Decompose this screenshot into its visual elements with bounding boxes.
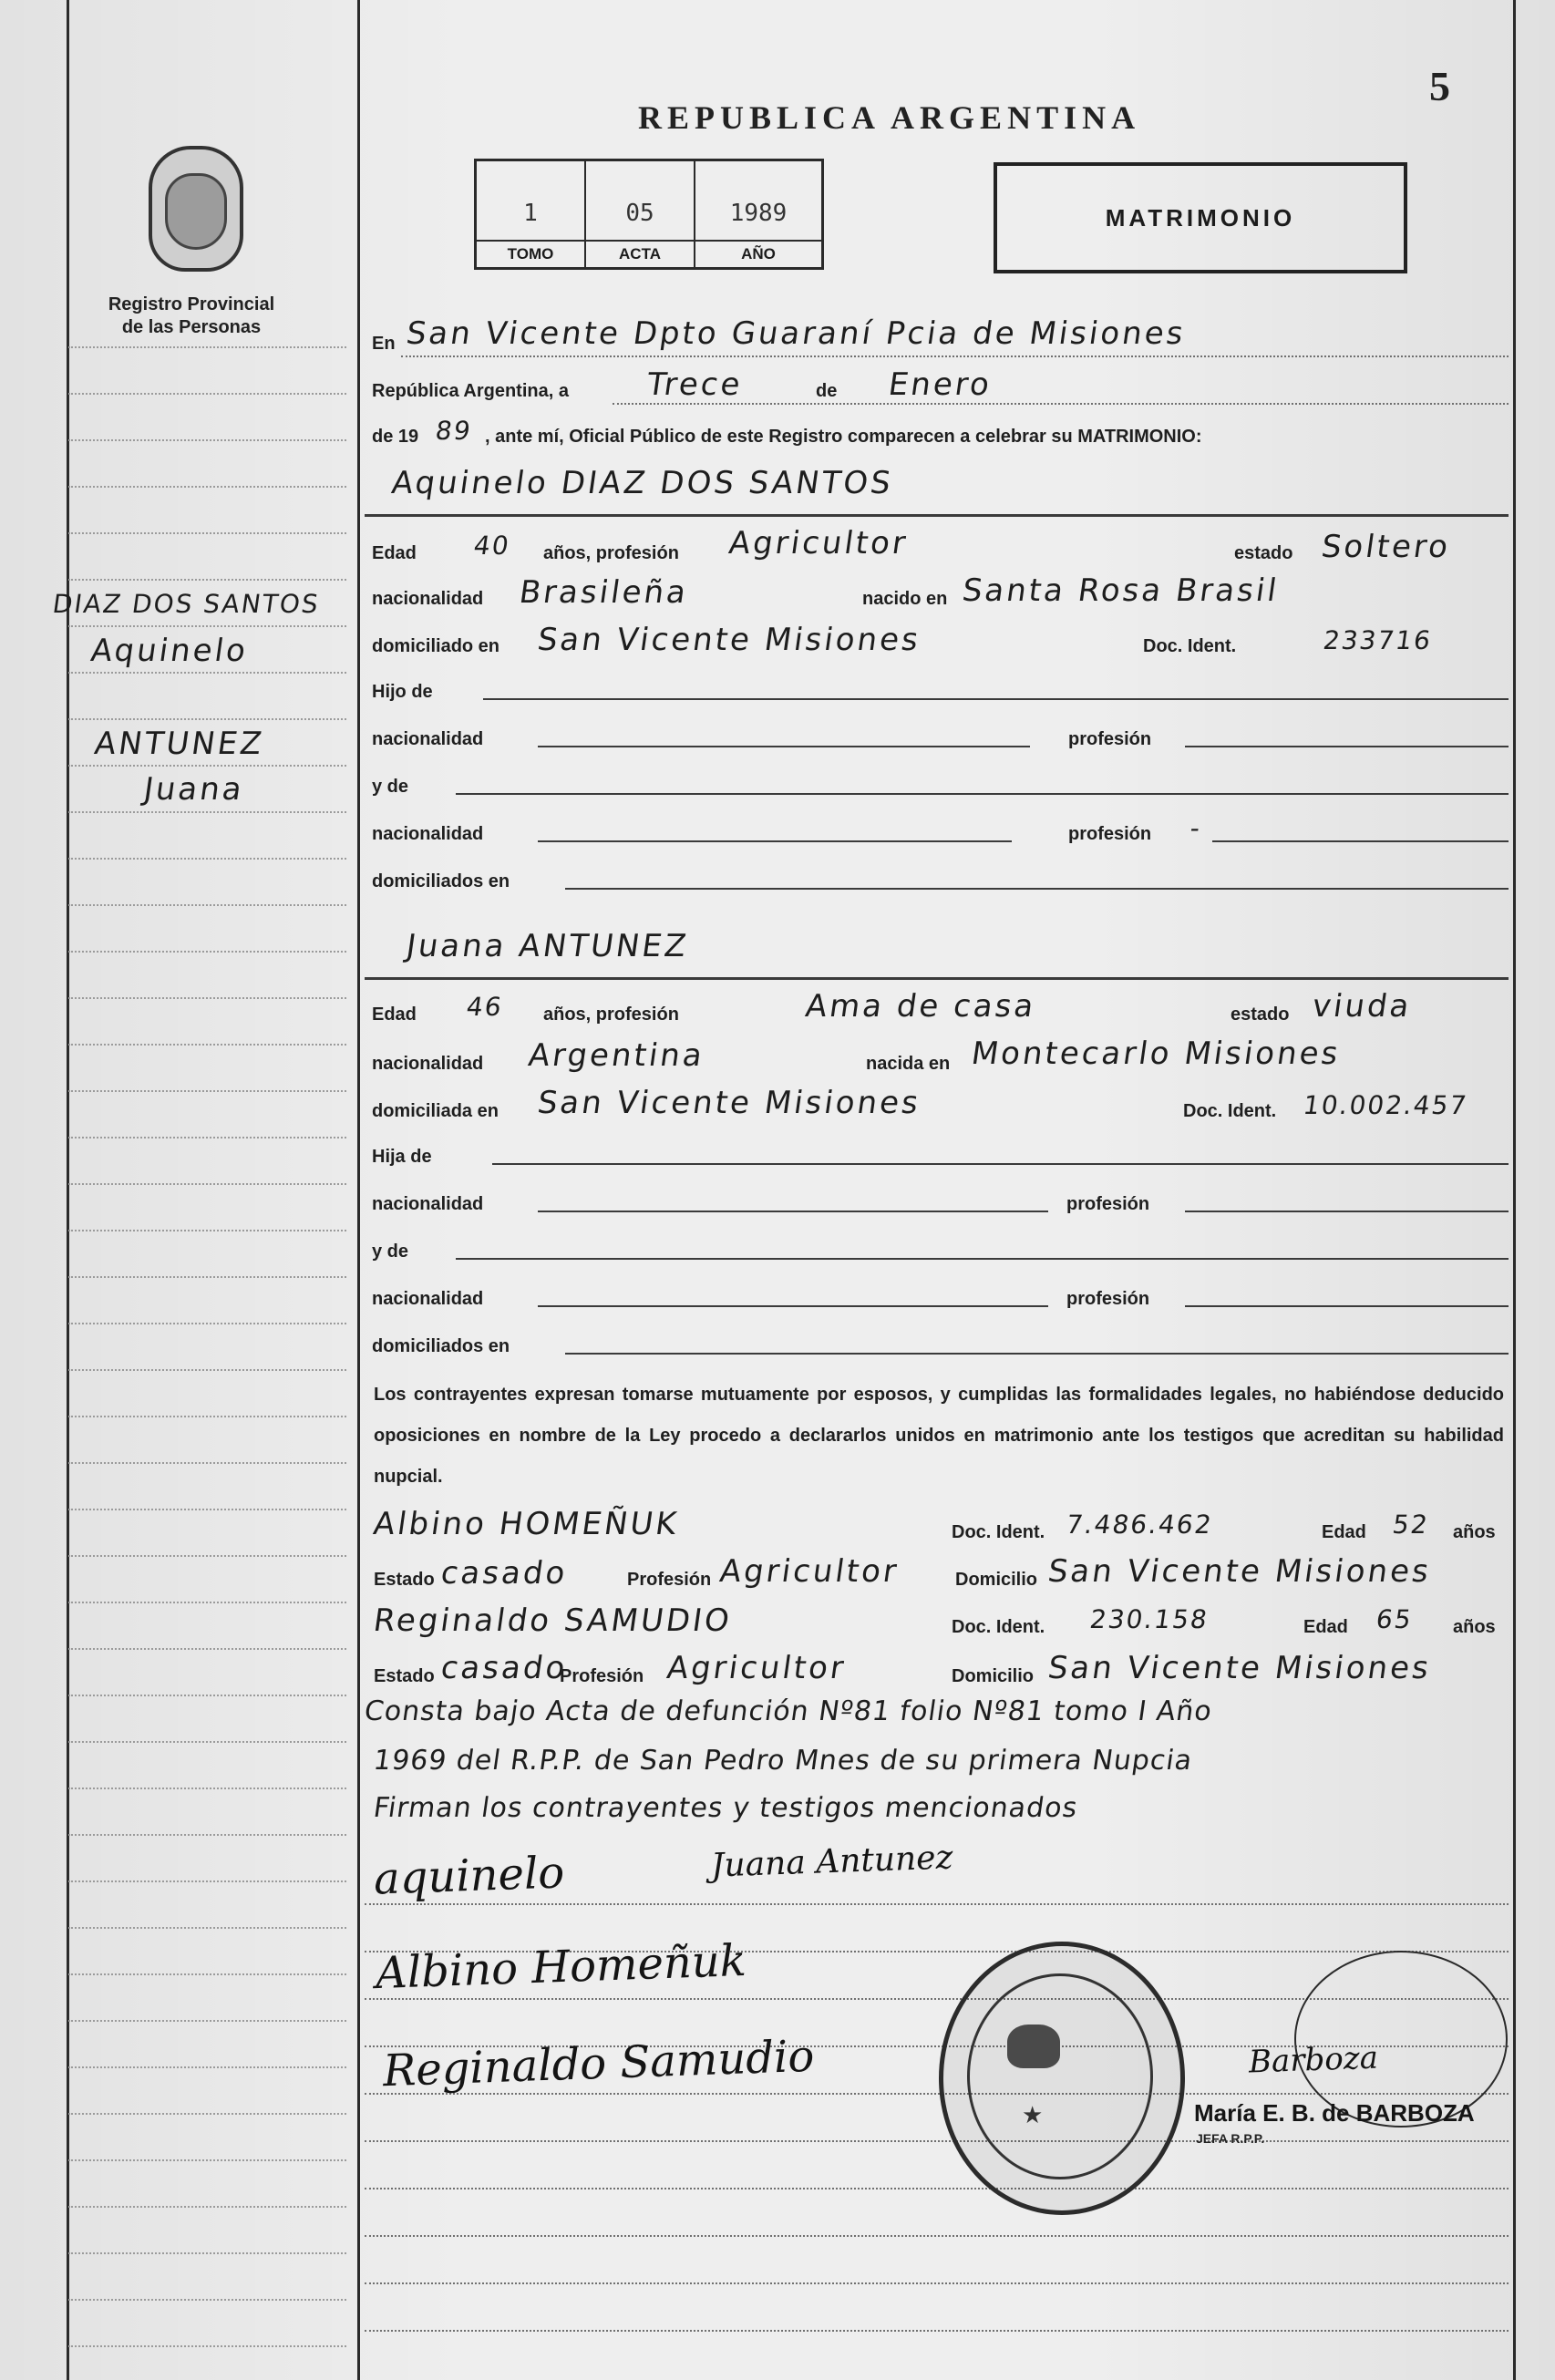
witness2-edad-label: Edad	[1303, 1617, 1348, 1637]
margin-rule-line	[68, 2206, 346, 2208]
registry-label	[91, 294, 292, 339]
bride-nationality-label: nacionalidad	[372, 1054, 484, 1074]
stamp-star-icon: ★	[1022, 2101, 1044, 2128]
stamp-label	[943, 1946, 944, 1947]
margin-rule-line	[68, 904, 346, 906]
groom-nationality-label: nacionalidad	[372, 589, 484, 609]
officer-title: JEFA R.P.P.	[1196, 2131, 1265, 2146]
groom-estado-label: estado	[1234, 543, 1293, 563]
margin-rule-line	[68, 2299, 346, 2301]
note-line-1: Consta bajo Acta de defunción Nº81 folio Nº81 tomo I Año	[362, 1695, 1215, 1727]
groom-mother-profession-line	[1212, 840, 1509, 842]
margin-rule-line	[68, 1276, 346, 1278]
signature-rule-line	[365, 2188, 1509, 2189]
margin-rule-line	[68, 1880, 346, 1882]
groom-father-nationality-label: nacionalidad	[372, 729, 484, 749]
margin-rule-line	[68, 532, 346, 534]
de-label: de	[816, 381, 838, 401]
acta-cell	[586, 161, 695, 267]
witness2-profesion-label: Profesión	[560, 1666, 644, 1686]
seal-emblem-icon	[165, 173, 227, 250]
groom-yde-label: y de	[372, 777, 409, 797]
groom-doc-id: 233716	[1321, 625, 1435, 655]
date-dotted-line	[613, 403, 1509, 405]
groom-mother-nationality-label: nacionalidad	[372, 824, 484, 844]
bride-father-line	[492, 1163, 1509, 1165]
witness2-estado-label: Estado	[374, 1666, 435, 1686]
margin-rule-line	[68, 1230, 346, 1231]
witness2-age: 65	[1374, 1604, 1415, 1634]
bride-mother-nationality-label: nacionalidad	[372, 1289, 484, 1309]
margin-rule-line	[68, 718, 346, 720]
bride-domiciliada-label: domiciliada en	[372, 1101, 499, 1121]
tomo-cell	[477, 161, 586, 267]
year-suffix: 89	[433, 416, 474, 446]
groom-edad-label: Edad	[372, 543, 417, 563]
witness2-address: San Vicente Misiones	[1045, 1650, 1434, 1686]
margin-rule-line	[68, 2159, 346, 2161]
margin-rule-line	[68, 393, 346, 395]
bride-signature: Juana Antunez	[710, 1839, 954, 1885]
groom-profesion-label: años, profesión	[543, 543, 679, 563]
groom-father-profession-line	[1185, 746, 1509, 747]
margin-rule-line	[68, 1648, 346, 1650]
bride-profession: Ama de casa	[803, 988, 1039, 1025]
bride-domiciliados-label: domiciliados en	[372, 1336, 510, 1356]
margin-rule-line	[68, 1183, 346, 1185]
bride-edad-label: Edad	[372, 1005, 417, 1025]
ano-cell	[695, 161, 821, 267]
bride-father-nationality-line	[538, 1211, 1048, 1212]
country-heading: REPUBLICA ARGENTINA	[638, 99, 1141, 136]
margin-rule-line	[68, 1369, 346, 1371]
groom-birthplace-label: nacido en	[862, 589, 948, 609]
margin-rule-line	[68, 1741, 346, 1743]
margin-rule-line	[68, 2345, 346, 2347]
groom-mother-profession-mark: -	[1188, 813, 1204, 843]
bride-yde-label: y de	[372, 1242, 409, 1262]
tomo-value: 1	[523, 200, 538, 227]
stamp-emblem-icon	[1007, 2025, 1060, 2068]
witness1-name: Albino HOMEÑUK	[371, 1506, 682, 1542]
witness1-domicilio-label: Domicilio	[955, 1570, 1038, 1590]
groom-doc-label: Doc. Ident.	[1143, 636, 1237, 656]
groom-profession: Agricultor	[726, 525, 911, 562]
witness2-doc-id: 230.158	[1087, 1604, 1211, 1634]
margin-rule-line	[68, 672, 346, 674]
bride-father-nationality-label: nacionalidad	[372, 1194, 484, 1214]
margin-rule-line	[68, 1927, 346, 1929]
groom-birthplace: Santa Rosa Brasil	[960, 572, 1282, 609]
provincial-seal-icon	[149, 146, 243, 272]
groom-name-rule	[365, 514, 1509, 517]
margin-rule-line	[68, 346, 346, 348]
bride-doc-label: Doc. Ident.	[1183, 1101, 1277, 1121]
margin-rule-line	[68, 951, 346, 953]
signature-rule-line	[365, 1903, 1509, 1905]
left-border-line	[67, 0, 69, 2380]
margin-divider-line	[357, 0, 360, 2380]
officer-name: María E. B. de BARBOZA	[1194, 2099, 1475, 2127]
margin-rule-line	[68, 439, 346, 441]
margin-rule-line	[68, 1788, 346, 1789]
bride-mother-profession-line	[1185, 1305, 1509, 1307]
page-number: 5	[1429, 63, 1450, 109]
witness2-marital-status: casado	[438, 1650, 571, 1686]
right-border-line	[1513, 0, 1516, 2380]
margin-rule-line	[68, 1137, 346, 1138]
margin-rule-line	[68, 1462, 346, 1464]
witness1-edad-label: Edad	[1322, 1522, 1366, 1542]
groom-domiciliado-label: domiciliado en	[372, 636, 500, 656]
bride-address: San Vicente Misiones	[535, 1085, 923, 1121]
note-line-2: 1969 del R.P.P. de San Pedro Mnes de su primera Nupcia	[371, 1745, 1195, 1777]
groom-hijo-label: Hijo de	[372, 682, 433, 702]
ano-label: AÑO	[695, 240, 821, 267]
official-stamp	[939, 1942, 1185, 2215]
margin-rule-line	[68, 1602, 346, 1603]
groom-mother-profession-label: profesión	[1068, 824, 1152, 844]
witness1-age: 52	[1390, 1509, 1431, 1540]
bride-doc-id: 10.002.457	[1301, 1090, 1470, 1120]
intro-text: , ante mí, Oficial Público de este Registro comparecen a celebrar su MATRIMONIO:	[485, 427, 1202, 447]
groom-address: San Vicente Misiones	[535, 622, 923, 658]
margin-rule-line	[68, 1416, 346, 1417]
margin-groom-given: Aquinelo	[88, 633, 251, 669]
groom-age: 40	[471, 531, 512, 561]
witness2-profession: Agricultor	[664, 1650, 849, 1686]
groom-father-line	[483, 698, 1509, 700]
bride-nationality: Argentina	[526, 1037, 707, 1074]
margin-bride-surname: ANTUNEZ	[92, 726, 267, 762]
margin-rule-line	[68, 625, 346, 627]
country-date-label: República Argentina, a	[372, 381, 569, 401]
acta-label: ACTA	[586, 240, 694, 267]
bride-age: 46	[464, 992, 505, 1022]
bride-father-profession-line	[1185, 1211, 1509, 1212]
witness2-domicilio-label: Domicilio	[952, 1666, 1035, 1686]
margin-rule-line	[68, 1973, 346, 1975]
groom-mother-line	[456, 793, 1509, 795]
year-prefix: de 19	[372, 427, 419, 447]
month-value: Enero	[886, 366, 994, 403]
margin-rule-line	[68, 2113, 346, 2115]
place-dotted-line	[401, 355, 1509, 357]
bride-profesion-label: años, profesión	[543, 1005, 679, 1025]
groom-domiciliados-label: domiciliados en	[372, 871, 510, 891]
bride-hija-label: Hija de	[372, 1147, 432, 1167]
margin-rule-line	[68, 1090, 346, 1092]
witness2-signature: Reginaldo Samudio	[382, 2030, 816, 2097]
bride-mother-nationality-line	[538, 1305, 1048, 1307]
margin-rule-line	[68, 2066, 346, 2068]
stamp-ring	[967, 1973, 1153, 2179]
officer-signature: Barboza	[1248, 2039, 1379, 2081]
margin-rule-line	[68, 765, 346, 767]
place-value: San Vicente Dpto Guaraní Pcia de Misiones	[404, 315, 1189, 352]
bride-marital-status: viuda	[1310, 988, 1415, 1025]
witness1-signature: Albino Homeñuk	[375, 1934, 747, 2000]
margin-rule-line	[68, 1044, 346, 1046]
groom-marital-status: Soltero	[1319, 529, 1453, 565]
margin-rule-line	[68, 1834, 346, 1836]
witness2-name: Reginaldo SAMUDIO	[371, 1602, 735, 1639]
signature-rule-line	[365, 2330, 1509, 2332]
bride-parents-address-line	[565, 1353, 1509, 1355]
margin-rule-line	[68, 2252, 346, 2254]
margin-rule-line	[68, 579, 346, 581]
groom-signature: aquinelo	[373, 1847, 566, 1905]
registry-label-line1: Registro Provincial	[108, 294, 275, 314]
margin-rule-line	[68, 811, 346, 813]
tomo-label: TOMO	[477, 240, 584, 267]
margin-rule-line	[68, 1323, 346, 1324]
witness1-anos-label: años	[1453, 1522, 1496, 1542]
groom-mother-nationality-line	[538, 840, 1012, 842]
note-line-3: Firman los contrayentes y testigos mencionados	[371, 1792, 1080, 1824]
bride-estado-label: estado	[1231, 1005, 1290, 1025]
margin-bride-given: Juana	[141, 771, 247, 808]
witness1-profession: Agricultor	[717, 1553, 901, 1590]
margin-rule-line	[68, 1555, 346, 1557]
witness1-doc-id: 7.486.462	[1064, 1509, 1215, 1540]
margin-rule-line	[68, 997, 346, 999]
bride-mother-profession-label: profesión	[1066, 1289, 1150, 1309]
witness1-estado-label: Estado	[374, 1570, 435, 1590]
ano-value: 1989	[729, 200, 788, 227]
margin-rule-line	[68, 1695, 346, 1696]
groom-nationality: Brasileña	[517, 574, 691, 611]
bride-name-rule	[365, 977, 1509, 980]
groom-parents-address-line	[565, 888, 1509, 890]
bride-birthplace: Montecarlo Misiones	[969, 1035, 1344, 1072]
margin-rule-line	[68, 1509, 346, 1510]
bride-mother-line	[456, 1258, 1509, 1260]
witness1-doc-label: Doc. Ident.	[952, 1522, 1045, 1542]
bride-birthplace-label: nacida en	[866, 1054, 951, 1074]
groom-name: Aquinelo DIAZ DOS SANTOS	[389, 465, 896, 501]
margin-rule-line	[68, 2020, 346, 2022]
groom-father-profession-label: profesión	[1068, 729, 1152, 749]
reference-box	[474, 159, 824, 270]
margin-rule-line	[68, 486, 346, 488]
bride-father-profession-label: profesión	[1066, 1194, 1150, 1214]
legal-declaration: Los contrayentes expresan tomarse mutuamente por esposos, y cumplidas las formalidades legales, no habiéndose deducido oposiciones en nombre de la Ley procedo a declararlos unidos en matrimonio ante los testigos que acreditan su habilidad nupcial.	[374, 1385, 1504, 1487]
groom-father-nationality-line	[538, 746, 1030, 747]
registry-label-line2: de las Personas	[121, 317, 262, 337]
witness1-marital-status: casado	[438, 1555, 571, 1592]
day-value: Trece	[644, 366, 746, 403]
acta-value: 05	[625, 200, 654, 227]
bride-name: Juana ANTUNEZ	[404, 928, 691, 964]
signature-rule-line	[365, 2282, 1509, 2284]
margin-groom-surname: DIAZ DOS SANTOS	[50, 589, 322, 619]
witness2-anos-label: años	[1453, 1617, 1496, 1637]
witness1-profesion-label: Profesión	[627, 1570, 712, 1590]
margin-rule-line	[68, 858, 346, 860]
signature-rule-line	[365, 2140, 1509, 2142]
signature-rule-line	[365, 2235, 1509, 2237]
document-type-box: MATRIMONIO	[994, 162, 1407, 273]
witness1-address: San Vicente Misiones	[1045, 1553, 1434, 1590]
witness2-doc-label: Doc. Ident.	[952, 1617, 1045, 1637]
place-label: En	[372, 334, 396, 354]
